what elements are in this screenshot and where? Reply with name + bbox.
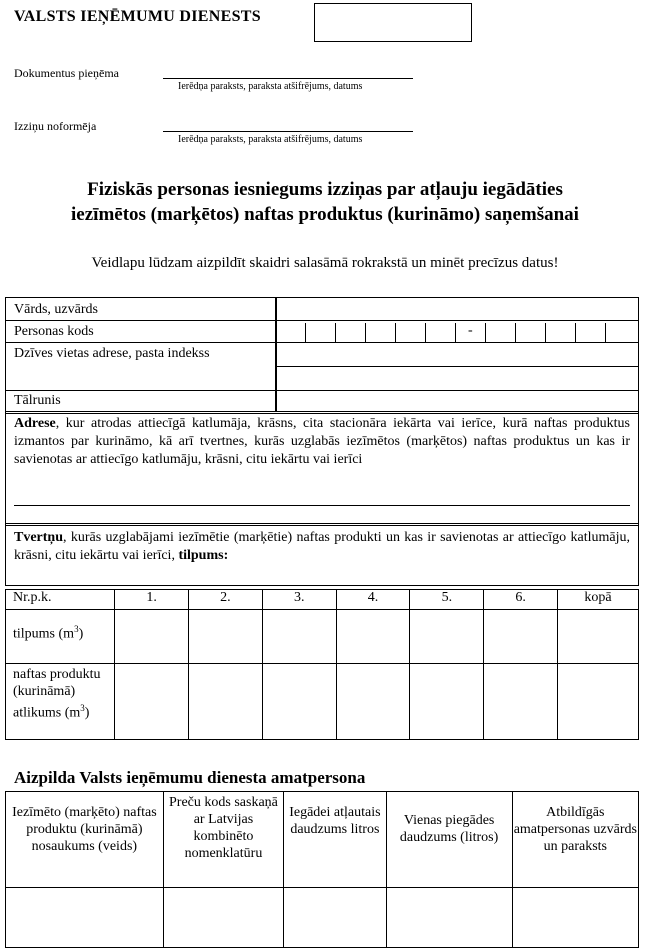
facility-address-line[interactable] [14, 504, 630, 506]
official-cell[interactable] [163, 888, 283, 948]
official-table [5, 791, 639, 948]
volume-cell[interactable] [262, 610, 336, 664]
name-input[interactable] [278, 298, 636, 319]
header-col4: 4. [336, 590, 410, 610]
received-signature-line[interactable] [163, 66, 413, 79]
remainder-cell[interactable] [410, 664, 484, 740]
volume-row-label: tilpums $(m^3)$ [6, 610, 115, 664]
registration-box[interactable] [314, 3, 472, 42]
facility-address-text: Adrese, kur atrodas attiecīgā katlumāja, krāsns, cita stacionāra iekārta vai ierīce, kurā naftas produktus izmantos par kurināmo, kā arī tvertnes, kurās uzglabās iezīmētos (marķētos) naftas produktus un kas ir savienotas ar attiecīgo katlumāju, krāsni, citu iekārtu vai ierīci [14, 416, 630, 467]
volume-cell[interactable] [484, 610, 558, 664]
official-cell[interactable] [284, 888, 386, 948]
volume-total-cell[interactable] [558, 610, 639, 664]
volume-cell[interactable] [336, 610, 410, 664]
header-total: kopā [558, 590, 639, 610]
remainder-row-label: naftas produktu (kurināmā) atlikums $(m^3)$ [6, 664, 115, 740]
received-caption: Ierēdņa paraksts, paraksta atšifrējums, datums [178, 81, 363, 92]
official-section-title: Aizpilda Valsts ieņēmumu dienesta amatpersona [14, 768, 366, 787]
header-col1: 1. [115, 590, 189, 610]
name-label: Vārds, uzvārds [14, 302, 98, 317]
address-input[interactable] [278, 343, 636, 389]
received-label: Dokumentus pieņēma [14, 66, 119, 80]
official-header-name: Iezīmēto (marķēto) naftas produktu (kurināmā) nosaukums (veids) [6, 792, 164, 888]
header-nr: Nr.p.k. [6, 590, 115, 610]
remainder-cell[interactable] [189, 664, 263, 740]
remainder-cell[interactable] [262, 664, 336, 740]
official-header-delivery: Vienas piegādes daudzums (litros) [386, 792, 512, 888]
header-col6: 6. [484, 590, 558, 610]
official-header-allowed: Iegādei atļautais daudzums litros [284, 792, 386, 888]
official-cell[interactable] [512, 888, 638, 948]
official-header-code: Preču kods saskaņā ar Latvijas kombinēto nomenklatūru [163, 792, 283, 888]
issued-signature-line[interactable] [163, 119, 413, 132]
official-cell[interactable] [6, 888, 164, 948]
header-col5: 5. [410, 590, 484, 610]
code-separator: - [468, 323, 473, 338]
issued-caption: Ierēdņa paraksts, paraksta atšifrējums, datums [178, 134, 363, 145]
personal-code-label: Personas kods [14, 324, 94, 339]
instruction-text: Veidlapu lūdzam aizpildīt skaidri salasāmā rokrakstā un minēt precīzus datus! [91, 255, 559, 271]
header-col2: 2. [189, 590, 263, 610]
tank-volume-table [5, 589, 639, 740]
personal-code-input[interactable] [278, 321, 636, 342]
tanks-block [5, 523, 639, 586]
volume-cell[interactable] [189, 610, 263, 664]
org-name: VALSTS IEŅĒMUMU DIENESTS [14, 8, 261, 25]
official-header-official: Atbildīgās amatpersonas uzvārds un paraksts [512, 792, 638, 888]
header-col3: 3. [262, 590, 336, 610]
official-cell[interactable] [386, 888, 512, 948]
remainder-cell[interactable] [115, 664, 189, 740]
phone-input[interactable] [278, 391, 636, 411]
phone-label: Tālrunis [14, 393, 61, 408]
remainder-cell[interactable] [336, 664, 410, 740]
form-title-line2: iezīmētos (marķētos) naftas produktus (kurināmo) saņemšanai [71, 204, 579, 225]
issued-label: Izziņu noformēja [14, 119, 97, 133]
form-title-line1: Fiziskās personas iesniegums izziņas par atļauju iegādāties [87, 179, 563, 200]
remainder-cell[interactable] [484, 664, 558, 740]
volume-cell[interactable] [115, 610, 189, 664]
facility-address-block [5, 411, 639, 526]
volume-cell[interactable] [410, 610, 484, 664]
remainder-total-cell[interactable] [558, 664, 639, 740]
address-label: Dzīves vietas adrese, pasta indekss [14, 346, 210, 361]
tanks-text: Tvertņu, kurās uzglabājami iezīmētie (marķētie) naftas produkti un kas ir savienotas ar attiecīgo katlumāju, krāsni, citu iekārtu vai ierīci, tilpums: [14, 530, 630, 563]
